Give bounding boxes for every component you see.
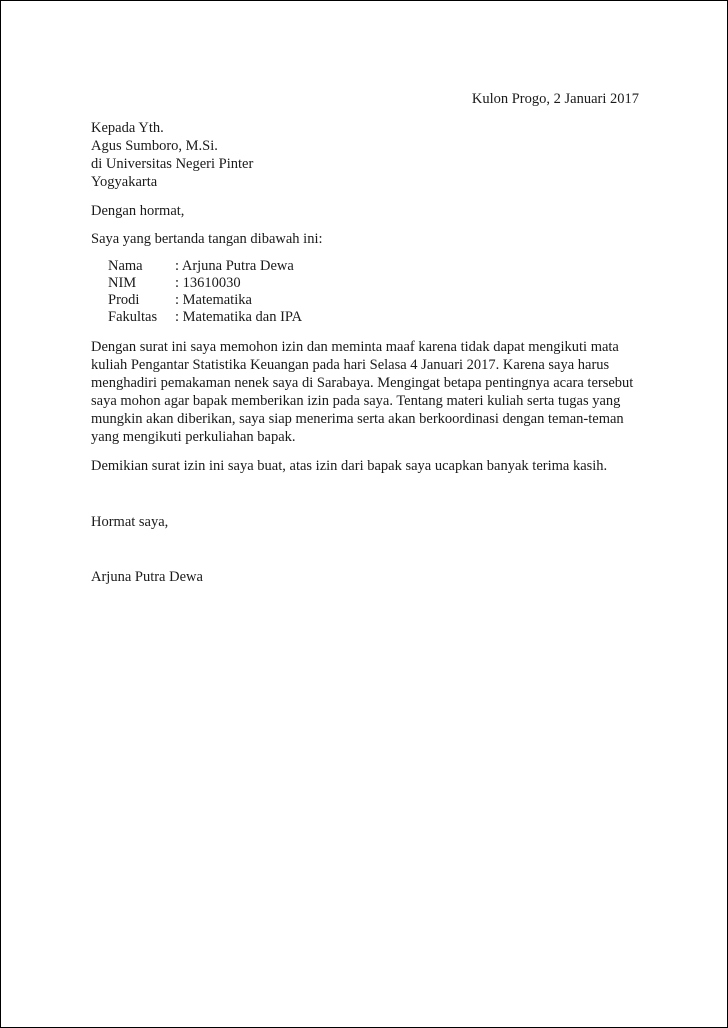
- paragraph-line: kuliah Pengantar Statistika Keuangan pada hari Selasa 4 Januari 2017. Karena saya harus: [91, 357, 610, 373]
- body-paragraph: [91, 338, 651, 446]
- intro-sentence: Saya yang bertanda tangan dibawah ini:: [91, 231, 323, 247]
- identity-value: : 13610030: [175, 275, 241, 291]
- closing-phrase: Hormat saya,: [91, 514, 169, 530]
- identity-value: : Arjuna Putra Dewa: [175, 258, 294, 274]
- recipient-city: Yogyakarta: [91, 174, 158, 190]
- identity-label: Prodi: [108, 292, 140, 308]
- paragraph-line: Dengan surat ini saya memohon izin dan meminta maaf karena tidak dapat mengikuti mata: [91, 339, 619, 355]
- identity-label: NIM: [108, 275, 137, 291]
- closing-paragraph: Demikian surat izin ini saya buat, atas izin dari bapak saya ucapkan banyak terima kasih.: [91, 458, 608, 474]
- paragraph-line: menghadiri pemakaman nenek saya di Sarabaya. Mengingat betapa pentingnya acara tersebut: [91, 375, 634, 391]
- letter-date: Kulon Progo, 2 Januari 2017: [471, 91, 639, 107]
- salutation: Dengan hormat,: [91, 203, 185, 219]
- identity-value: : Matematika dan IPA: [175, 309, 303, 325]
- recipient-name: Agus Sumboro, M.Si.: [91, 138, 218, 154]
- identity-label: Fakultas: [108, 309, 158, 325]
- recipient-institution: di Universitas Negeri Pinter: [91, 156, 254, 172]
- signer-name: Arjuna Putra Dewa: [91, 569, 203, 585]
- identity-label: Nama: [108, 258, 143, 274]
- paragraph-line: mungkin akan diberikan, saya siap menerima serta akan berkoordinasi dengan teman-teman: [91, 411, 624, 427]
- paragraph-line: yang mengikuti perkuliahan bapak.: [91, 429, 296, 445]
- recipient-line-salutation: Kepada Yth.: [91, 120, 164, 136]
- paragraph-line: saya mohon agar bapak memberikan izin pada saya. Tentang materi kuliah serta tugas yang: [91, 393, 621, 409]
- identity-value: : Matematika: [175, 292, 252, 308]
